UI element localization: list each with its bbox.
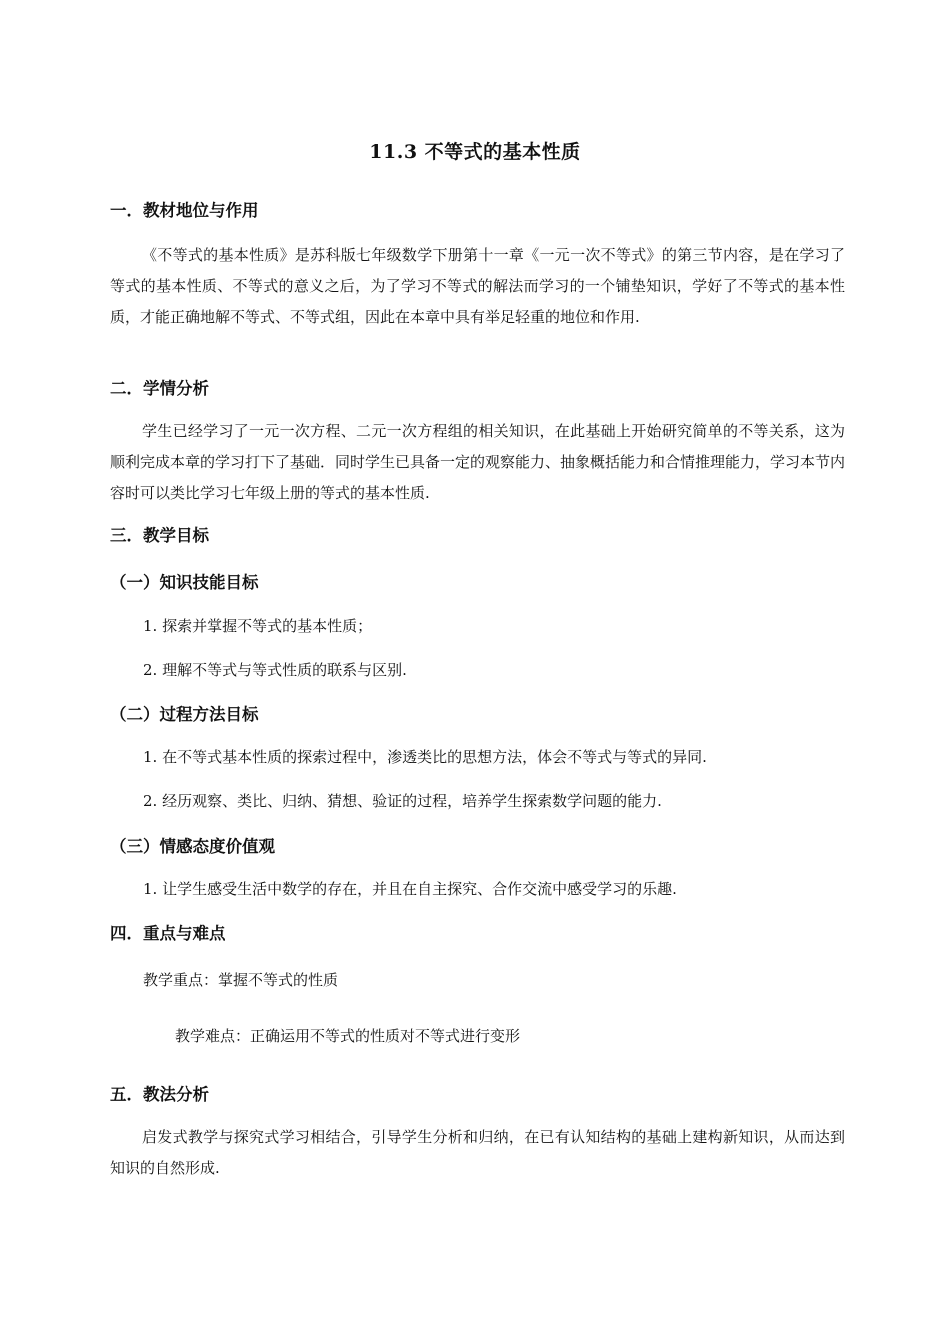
subsection-2-heading: （二）过程方法目标 (110, 705, 259, 724)
list-item: 2. 理解不等式与等式性质的联系与区别. (143, 661, 407, 679)
section-1-heading: 一．教材地位与作用 (110, 201, 259, 220)
section-5-heading: 五．教法分析 (110, 1085, 209, 1104)
section-5-paragraph: 启发式教学与探究式学习相结合，引导学生分析和归纳，在已有认知结构的基础上建构新知识，从而达到知识的自然形成. (110, 1128, 845, 1177)
document-title: 11.3 不等式的基本性质 (369, 141, 581, 163)
key-point-text: 教学重点：掌握不等式的性质 (143, 971, 339, 989)
section-4-heading: 四．重点与难点 (110, 924, 226, 943)
list-item: 1. 探索并掌握不等式的基本性质； (143, 617, 373, 635)
list-item: 2. 经历观察、类比、归纳、猜想、验证的过程，培养学生探索数学问题的能力. (143, 792, 662, 810)
section-1-paragraph: 《不等式的基本性质》是苏科版七年级数学下册第十一章《一元一次不等式》的第三节内容，是在学习了等式的基本性质、不等式的意义之后，为了学习不等式的解法而学习的一个铺垫知识，学好了不等式的基本性质，才能正确地解不等式、不等式组，因此在本章中具有举足轻重的地位和作用. (110, 246, 845, 326)
list-item: 1. 在不等式基本性质的探索过程中，渗透类比的思想方法，体会不等式与等式的异同. (143, 748, 707, 766)
list-item: 1. 让学生感受生活中数学的存在，并且在自主探究、合作交流中感受学习的乐趣. (143, 880, 677, 898)
difficult-point-text: 教学难点：正确运用不等式的性质对不等式进行变形 (175, 1027, 521, 1045)
subsection-3-heading: （三）情感态度价值观 (110, 837, 275, 856)
section-3-heading: 三．教学目标 (110, 526, 209, 545)
section-2-heading: 二．学情分析 (110, 379, 209, 398)
subsection-1-heading: （一）知识技能目标 (110, 573, 259, 592)
section-2-paragraph: 学生已经学习了一元一次方程、二元一次方程组的相关知识，在此基础上开始研究简单的不等关系，这为顺利完成本章的学习打下了基础．同时学生已具备一定的观察能力、抽象概括能力和合情推理能力，学习本节内容时可以类比学习七年级上册的等式的基本性质. (110, 422, 846, 502)
